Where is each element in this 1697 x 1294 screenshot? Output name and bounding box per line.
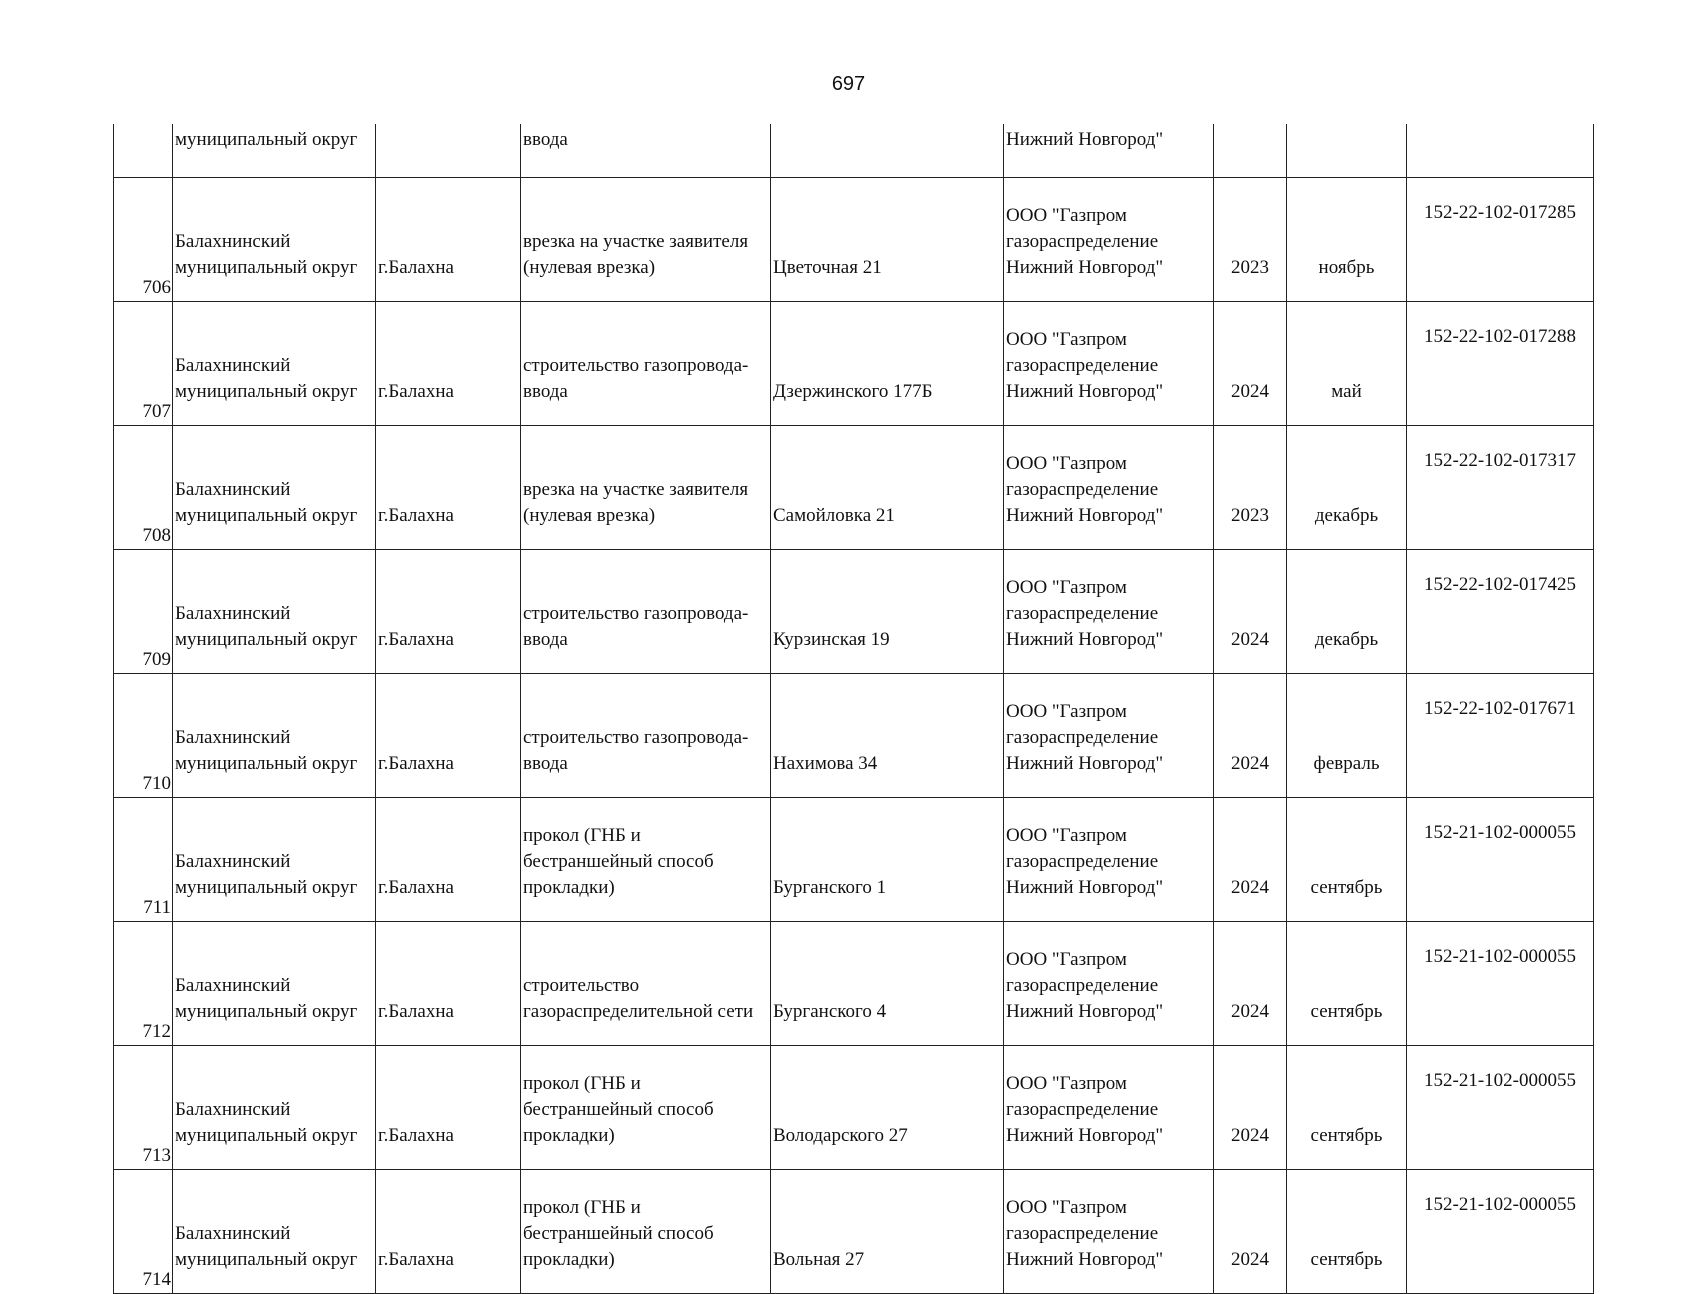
cell-num: 712: [114, 922, 173, 1046]
cell-code: 152-21-102-000055: [1407, 1170, 1594, 1294]
cell-year: 2024: [1214, 302, 1287, 426]
cell-code: 152-22-102-017317: [1407, 426, 1594, 550]
cell-organization: ООО "Газпром газораспределение Нижний Новгород": [1004, 798, 1214, 922]
cell-district: Балахнинский муниципальный округ: [173, 550, 376, 674]
table-row: [114, 550, 1594, 674]
cell-work: ввода: [521, 124, 771, 178]
table-row: [114, 178, 1594, 302]
cell-organization: ООО "Газпром газораспределение Нижний Новгород": [1004, 302, 1214, 426]
cell-work: строительство газопровода-ввода: [521, 550, 771, 674]
cell-month: февраль: [1287, 674, 1407, 798]
cell-month: ноябрь: [1287, 178, 1407, 302]
cell-district: Балахнинский муниципальный округ: [173, 1046, 376, 1170]
cell-district: Балахнинский муниципальный округ: [173, 798, 376, 922]
cell-address: Цветочная 21: [771, 178, 1004, 302]
cell-year: 2024: [1214, 1046, 1287, 1170]
cell-organization: ООО "Газпром газораспределение Нижний Новгород": [1004, 922, 1214, 1046]
cell-district: Балахнинский муниципальный округ: [173, 178, 376, 302]
cell-address: Вольная 27: [771, 1170, 1004, 1294]
cell-organization: ООО "Газпром газораспределение Нижний Новгород": [1004, 1046, 1214, 1170]
cell-work: строительство газораспределительной сети: [521, 922, 771, 1046]
cell-district: муниципальный округ: [173, 124, 376, 178]
cell-num: 714: [114, 1170, 173, 1294]
cell-month: сентябрь: [1287, 1046, 1407, 1170]
cell-organization: ООО "Газпром газораспределение Нижний Новгород": [1004, 550, 1214, 674]
cell-work: прокол (ГНБ и бестраншейный способ прокладки): [521, 1046, 771, 1170]
cell-city: [376, 124, 521, 178]
cell-month: сентябрь: [1287, 922, 1407, 1046]
cell-city: г.Балахна: [376, 674, 521, 798]
cell-address: Самойловка 21: [771, 426, 1004, 550]
table-row: [114, 1170, 1594, 1294]
gas-connection-table: [113, 124, 1594, 1294]
cell-month: май: [1287, 302, 1407, 426]
cell-work: врезка на участке заявителя (нулевая врезка): [521, 178, 771, 302]
cell-city: г.Балахна: [376, 922, 521, 1046]
cell-num: 713: [114, 1046, 173, 1170]
cell-code: [1407, 124, 1594, 178]
cell-address: Дзержинского 177Б: [771, 302, 1004, 426]
cell-code: 152-21-102-000055: [1407, 798, 1594, 922]
cell-num: 708: [114, 426, 173, 550]
cell-year: 2023: [1214, 178, 1287, 302]
table-row: [114, 426, 1594, 550]
cell-city: г.Балахна: [376, 550, 521, 674]
cell-year: 2024: [1214, 550, 1287, 674]
cell-month: декабрь: [1287, 426, 1407, 550]
cell-work: прокол (ГНБ и бестраншейный способ прокладки): [521, 798, 771, 922]
cell-address: Нахимова 34: [771, 674, 1004, 798]
table-row: [114, 302, 1594, 426]
cell-organization: ООО "Газпром газораспределение Нижний Новгород": [1004, 1170, 1214, 1294]
cell-address: Володарского 27: [771, 1046, 1004, 1170]
table-row: [114, 922, 1594, 1046]
cell-year: 2023: [1214, 426, 1287, 550]
cell-code: 152-22-102-017285: [1407, 178, 1594, 302]
cell-year: [1214, 124, 1287, 178]
cell-month: сентябрь: [1287, 798, 1407, 922]
cell-address: [771, 124, 1004, 178]
cell-year: 2024: [1214, 798, 1287, 922]
cell-district: Балахнинский муниципальный округ: [173, 426, 376, 550]
cell-work: строительство газопровода-ввода: [521, 674, 771, 798]
page-number: 697: [831, 73, 866, 95]
cell-year: 2024: [1214, 674, 1287, 798]
cell-district: Балахнинский муниципальный округ: [173, 674, 376, 798]
cell-month: сентябрь: [1287, 1170, 1407, 1294]
table-row: [114, 674, 1594, 798]
cell-code: 152-22-102-017425: [1407, 550, 1594, 674]
cell-city: г.Балахна: [376, 302, 521, 426]
cell-district: Балахнинский муниципальный округ: [173, 922, 376, 1046]
cell-city: г.Балахна: [376, 426, 521, 550]
cell-code: 152-21-102-000055: [1407, 922, 1594, 1046]
cell-code: 152-22-102-017671: [1407, 674, 1594, 798]
table-row: [114, 1046, 1594, 1170]
cell-num: 709: [114, 550, 173, 674]
cell-district: Балахнинский муниципальный округ: [173, 302, 376, 426]
cell-district: Балахнинский муниципальный округ: [173, 1170, 376, 1294]
cell-city: г.Балахна: [376, 178, 521, 302]
cell-num: 711: [114, 798, 173, 922]
cell-work: строительство газопровода-ввода: [521, 302, 771, 426]
table-body: [114, 124, 1594, 1294]
cell-organization: ООО "Газпром газораспределение Нижний Новгород": [1004, 674, 1214, 798]
cell-num: [114, 124, 173, 178]
cell-num: 706: [114, 178, 173, 302]
cell-city: г.Балахна: [376, 1046, 521, 1170]
cell-code: 152-22-102-017288: [1407, 302, 1594, 426]
cell-city: г.Балахна: [376, 1170, 521, 1294]
cell-city: г.Балахна: [376, 798, 521, 922]
cell-address: Бурганского 1: [771, 798, 1004, 922]
cell-organization: ООО "Газпром газораспределение Нижний Новгород": [1004, 426, 1214, 550]
cell-work: врезка на участке заявителя (нулевая врезка): [521, 426, 771, 550]
table-row: [114, 798, 1594, 922]
cell-address: Курзинская 19: [771, 550, 1004, 674]
cell-num: 710: [114, 674, 173, 798]
cell-num: 707: [114, 302, 173, 426]
cell-code: 152-21-102-000055: [1407, 1046, 1594, 1170]
cell-month: декабрь: [1287, 550, 1407, 674]
cell-year: 2024: [1214, 922, 1287, 1046]
cell-organization: Нижний Новгород": [1004, 124, 1214, 178]
cell-organization: ООО "Газпром газораспределение Нижний Новгород": [1004, 178, 1214, 302]
cell-year: 2024: [1214, 1170, 1287, 1294]
cell-work: прокол (ГНБ и бестраншейный способ прокладки): [521, 1170, 771, 1294]
cell-month: [1287, 124, 1407, 178]
continuation-row: [114, 124, 1594, 178]
cell-address: Бурганского 4: [771, 922, 1004, 1046]
